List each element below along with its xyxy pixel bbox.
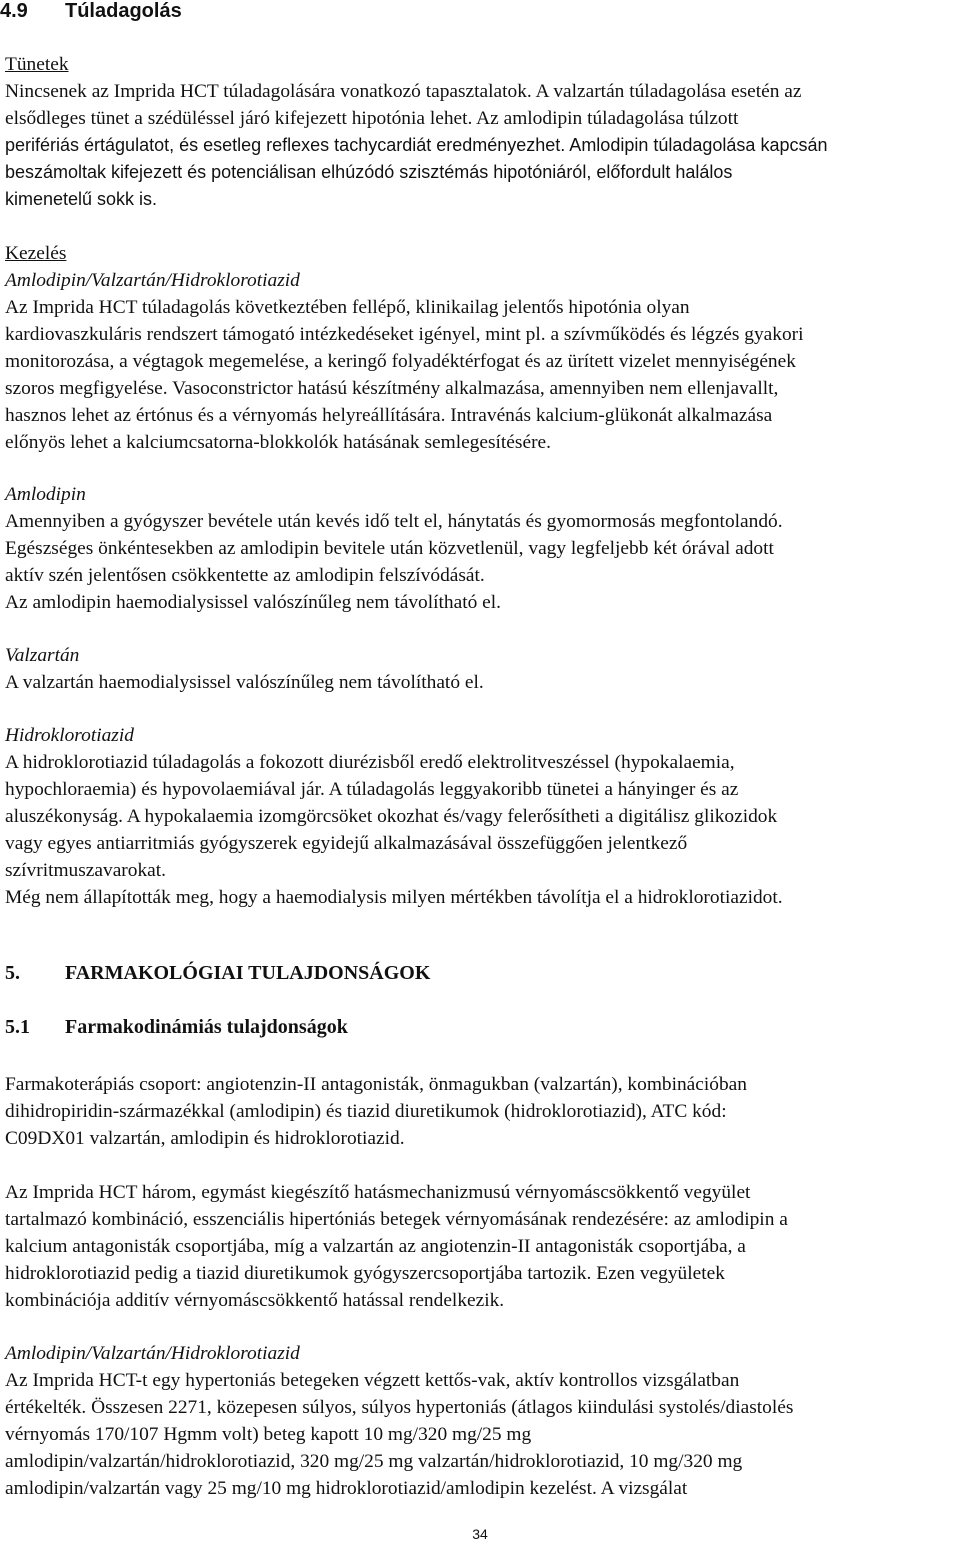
text-line: Amennyiben a gyógyszer bevétele után kevés idő telt el, hánytatás és gyomormosás megfontolandó. (5, 511, 783, 532)
text-line: kimenetelű sokk is. (5, 189, 158, 209)
text-line: vérnyomás 170/107 Hgmm volt) beteg kapott 10 mg/320 mg/25 mg (5, 1424, 532, 1445)
text-line: kombinációja additív vérnyomáscsökkentő hatással rendelkezik. (5, 1290, 505, 1311)
text-line: A valzartán haemodialysissel valószínűleg nem távolítható el. (5, 672, 484, 693)
text-line: hasznos lehet az értónus és a vérnyomás helyreállítására. Intravénás kalcium-glükonát alkalmazása (5, 405, 773, 426)
text-line: perifériás értágulatot, és esetleg reflexes tachycardiát eredményezhet. Amlodipin túladagolása kapcsán (5, 135, 828, 155)
text-line: tartalmazó kombináció, esszenciális hipertóniás betegek vérnyomásának rendezésére: az amlodipin a (5, 1209, 788, 1230)
text-line: dihidropiridin-származékkal (amlodipin) és tiazid diuretikumok (hidroklorotiazid), ATC kód: (5, 1101, 727, 1122)
text-line: szívritmuszavarokat. (5, 860, 166, 881)
section-number: 5.1 (5, 1016, 30, 1038)
text-line: kalcium antagonisták csoportjába, míg a valzartán az angiotenzin-II antagonisták csoportjába, a (5, 1236, 746, 1257)
text-line: aluszékonyság. A hypokalaemia izomgörcsöket okozhat és/vagy felerősítheti a digitálisz glikozidok (5, 806, 778, 827)
text-line: Az Imprida HCT három, egymást kiegészítő hatásmechanizmusú vérnyomáscsökkentő vegyület (5, 1182, 751, 1203)
text-line: elsődleges tünet a szédüléssel járó kifejezett hipotónia lehet. Az amlodipin túladagolása túlzott (5, 108, 739, 129)
page-number: 34 (472, 1526, 488, 1542)
text-line: Egészséges önkéntesekben az amlodipin bevitele után közvetlenül, vagy legfeljebb két órával adott (5, 538, 774, 559)
text-line: értékelték. Összesen 2271, közepesen súlyos, súlyos hypertoniás (átlagos kiindulási systolés/diastolés (5, 1397, 794, 1418)
valzartan-subheading: Valzartán (5, 645, 80, 666)
text-line: szoros megfigyelése. Vasoconstrictor hatású készítmény alkalmazása, amennyiben nem ellenjavallt, (5, 378, 779, 399)
section-number: 5. (5, 962, 20, 984)
text-line: előnyös lehet a kalciumcsatorna-blokkolók hatásának semlegesítésére. (5, 432, 551, 453)
text-line: amlodipin/valzartán/hidroklorotiazid, 320 mg/25 mg valzartán/hidroklorotiazid, 10 mg/320 mg (5, 1451, 743, 1472)
text-line: C09DX01 valzartán, amlodipin és hidroklorotiazid. (5, 1128, 405, 1149)
text-line: Az Imprida HCT túladagolás következtében fellépő, klinikailag jelentős hipotónia olyan (5, 297, 690, 318)
section-title: Farmakodinámiás tulajdonságok (65, 1016, 348, 1038)
text-line: Nincsenek az Imprida HCT túladagolására vonatkozó tapasztalatok. A valzartán túladagolása esetén az (5, 81, 802, 102)
hctz-subheading: Hidroklorotiazid (5, 725, 134, 746)
text-line: hypochloraemia) és hypovolaemiával jár. A túladagolás leggyakoribb tünetei a hányinger és az (5, 779, 739, 800)
text-line: Az amlodipin haemodialysissel valószínűleg nem távolítható el. (5, 592, 501, 613)
text-line: amlodipin/valzartán vagy 25 mg/10 mg hidroklorotiazid/amlodipin kezelést. A vizsgálat (5, 1478, 688, 1499)
text-line: hidroklorotiazid pedig a tiazid diuretikumok gyógyszercsoportjába tartozik. Ezen vegyületek (5, 1263, 725, 1284)
text-line: beszámoltak kifejezett és potenciálisan elhúzódó szisztémás hipotóniáról, előfordult halálos (5, 162, 733, 182)
section-number: 4.9 (0, 0, 28, 22)
treatment-heading: Kezelés (5, 243, 67, 264)
amlodipin-subheading: Amlodipin (5, 484, 86, 505)
text-line: A hidroklorotiazid túladagolás a fokozott diurézisből eredő elektrolitveszéssel (hypokalaemia, (5, 752, 735, 773)
combo-subheading: Amlodipin/Valzartán/Hidroklorotiazid (5, 270, 300, 291)
text-line: Az Imprida HCT-t egy hypertoniás betegeken végzett kettős-vak, aktív kontrollos vizsgálatban (5, 1370, 740, 1391)
text-line: Farmakoterápiás csoport: angiotenzin-II antagonisták, önmagukban (valzartán), kombinációban (5, 1074, 747, 1095)
text-line: kardiovaszkuláris rendszert támogató intézkedéseket igényel, mint pl. a szívműködés és légzés gyakori (5, 324, 804, 345)
symptoms-heading: Tünetek (5, 54, 69, 75)
section-title: FARMAKOLÓGIAI TULAJDONSÁGOK (65, 962, 431, 984)
text-line: monitorozása, a végtagok megemelése, a keringő folyadéktérfogat és az ürített vizelet mennyiségének (5, 351, 796, 372)
text-line: aktív szén jelentősen csökkentette az amlodipin felszívódását. (5, 565, 485, 586)
text-line: Még nem állapították meg, hogy a haemodialysis milyen mértékben távolítja el a hidroklorotiazidot. (5, 887, 783, 908)
combo-subheading: Amlodipin/Valzartán/Hidroklorotiazid (5, 1343, 300, 1364)
section-title: Túladagolás (65, 0, 182, 22)
text-line: vagy egyes antiarritmiás gyógyszerek egyidejű alkalmazásával összefüggően jelentkező (5, 833, 688, 854)
